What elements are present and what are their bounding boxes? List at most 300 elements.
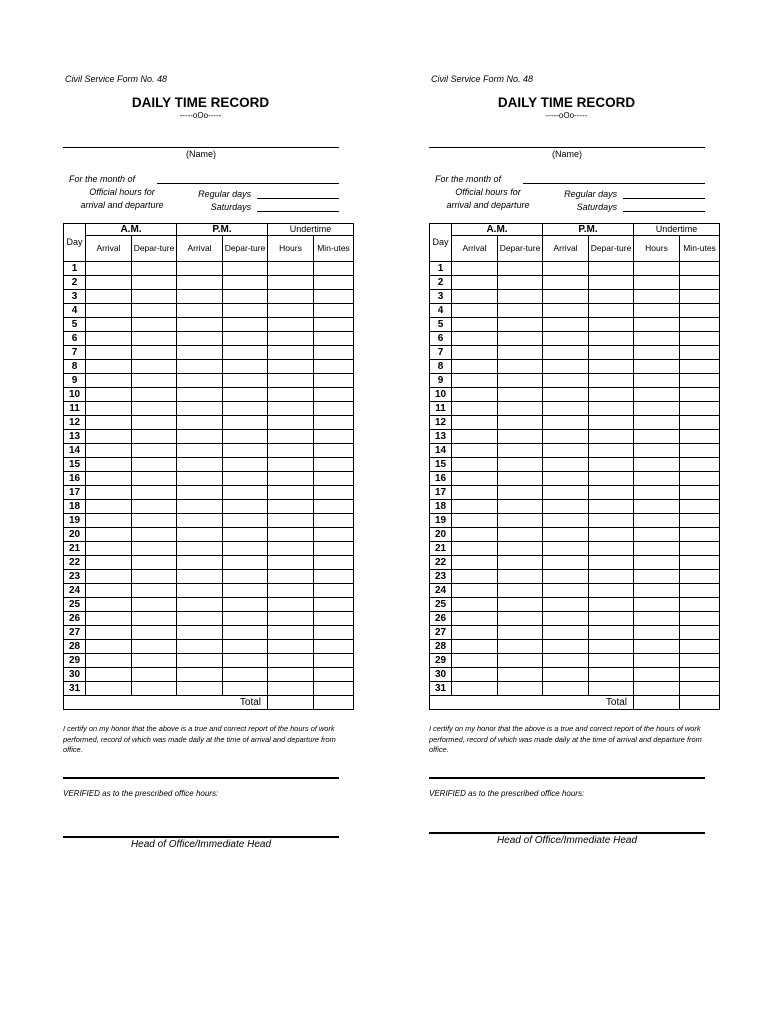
undertime-minutes-cell[interactable] [314,500,354,514]
am-departure-cell[interactable] [132,444,177,458]
pm-arrival-cell[interactable] [543,668,589,682]
am-arrival-cell[interactable] [86,332,132,346]
am-departure-cell[interactable] [498,262,543,276]
undertime-hours-cell[interactable] [268,374,314,388]
undertime-hours-cell[interactable] [268,654,314,668]
am-arrival-cell[interactable] [86,528,132,542]
am-arrival-cell[interactable] [86,374,132,388]
undertime-minutes-cell[interactable] [314,654,354,668]
pm-departure-cell[interactable] [589,514,634,528]
undertime-minutes-cell[interactable] [314,388,354,402]
am-departure-cell[interactable] [498,374,543,388]
pm-arrival-cell[interactable] [177,626,223,640]
undertime-minutes-cell[interactable] [680,570,720,584]
undertime-hours-cell[interactable] [634,318,680,332]
am-arrival-cell[interactable] [86,570,132,584]
am-departure-cell[interactable] [498,654,543,668]
undertime-minutes-cell[interactable] [680,388,720,402]
pm-departure-cell[interactable] [223,472,268,486]
undertime-hours-cell[interactable] [268,598,314,612]
am-departure-cell[interactable] [498,668,543,682]
pm-departure-cell[interactable] [589,360,634,374]
pm-arrival-cell[interactable] [177,640,223,654]
undertime-minutes-cell[interactable] [314,514,354,528]
am-departure-cell[interactable] [498,304,543,318]
undertime-minutes-cell[interactable] [680,682,720,696]
undertime-minutes-cell[interactable] [680,360,720,374]
pm-arrival-cell[interactable] [543,598,589,612]
pm-arrival-cell[interactable] [543,514,589,528]
undertime-minutes-cell[interactable] [314,528,354,542]
pm-departure-cell[interactable] [223,318,268,332]
undertime-minutes-cell[interactable] [680,598,720,612]
am-departure-cell[interactable] [132,570,177,584]
am-arrival-cell[interactable] [452,556,498,570]
undertime-minutes-cell[interactable] [314,598,354,612]
pm-departure-cell[interactable] [589,654,634,668]
pm-arrival-cell[interactable] [543,570,589,584]
undertime-minutes-cell[interactable] [314,430,354,444]
undertime-hours-cell[interactable] [634,402,680,416]
pm-departure-cell[interactable] [589,626,634,640]
month-field[interactable] [523,171,705,184]
pm-arrival-cell[interactable] [177,388,223,402]
am-departure-cell[interactable] [498,528,543,542]
undertime-hours-cell[interactable] [634,528,680,542]
am-departure-cell[interactable] [132,416,177,430]
undertime-minutes-cell[interactable] [680,612,720,626]
undertime-minutes-cell[interactable] [314,374,354,388]
am-arrival-cell[interactable] [452,528,498,542]
pm-arrival-cell[interactable] [177,444,223,458]
pm-arrival-cell[interactable] [543,556,589,570]
am-departure-cell[interactable] [498,542,543,556]
am-arrival-cell[interactable] [452,472,498,486]
pm-departure-cell[interactable] [589,276,634,290]
pm-departure-cell[interactable] [589,486,634,500]
pm-departure-cell[interactable] [223,640,268,654]
am-arrival-cell[interactable] [86,682,132,696]
pm-arrival-cell[interactable] [543,416,589,430]
am-departure-cell[interactable] [498,346,543,360]
pm-departure-cell[interactable] [223,444,268,458]
undertime-minutes-cell[interactable] [680,486,720,500]
undertime-hours-cell[interactable] [268,458,314,472]
pm-arrival-cell[interactable] [543,430,589,444]
am-departure-cell[interactable] [498,276,543,290]
am-arrival-cell[interactable] [86,584,132,598]
undertime-minutes-cell[interactable] [314,416,354,430]
undertime-hours-cell[interactable] [634,584,680,598]
pm-departure-cell[interactable] [223,626,268,640]
undertime-hours-cell[interactable] [634,360,680,374]
pm-departure-cell[interactable] [223,500,268,514]
pm-departure-cell[interactable] [589,570,634,584]
am-departure-cell[interactable] [132,430,177,444]
undertime-minutes-cell[interactable] [314,332,354,346]
pm-departure-cell[interactable] [223,290,268,304]
pm-departure-cell[interactable] [223,346,268,360]
am-arrival-cell[interactable] [452,570,498,584]
pm-departure-cell[interactable] [589,542,634,556]
undertime-hours-cell[interactable] [634,542,680,556]
pm-departure-cell[interactable] [223,668,268,682]
undertime-minutes-cell[interactable] [314,346,354,360]
am-arrival-cell[interactable] [452,430,498,444]
am-departure-cell[interactable] [498,444,543,458]
am-departure-cell[interactable] [132,374,177,388]
am-arrival-cell[interactable] [86,626,132,640]
undertime-hours-cell[interactable] [634,388,680,402]
undertime-hours-cell[interactable] [268,290,314,304]
pm-departure-cell[interactable] [589,332,634,346]
pm-arrival-cell[interactable] [177,584,223,598]
pm-arrival-cell[interactable] [543,626,589,640]
am-departure-cell[interactable] [498,556,543,570]
undertime-hours-cell[interactable] [634,472,680,486]
pm-arrival-cell[interactable] [543,542,589,556]
pm-departure-cell[interactable] [223,458,268,472]
pm-departure-cell[interactable] [589,346,634,360]
pm-departure-cell[interactable] [589,640,634,654]
pm-departure-cell[interactable] [589,416,634,430]
am-arrival-cell[interactable] [86,318,132,332]
am-departure-cell[interactable] [132,612,177,626]
am-departure-cell[interactable] [132,542,177,556]
undertime-minutes-cell[interactable] [314,458,354,472]
am-arrival-cell[interactable] [452,346,498,360]
am-arrival-cell[interactable] [452,486,498,500]
undertime-minutes-cell[interactable] [314,626,354,640]
undertime-hours-cell[interactable] [634,570,680,584]
undertime-minutes-cell[interactable] [314,318,354,332]
undertime-minutes-cell[interactable] [314,486,354,500]
pm-departure-cell[interactable] [589,584,634,598]
am-arrival-cell[interactable] [452,332,498,346]
pm-departure-cell[interactable] [589,500,634,514]
am-arrival-cell[interactable] [86,668,132,682]
undertime-hours-cell[interactable] [268,640,314,654]
am-departure-cell[interactable] [132,486,177,500]
month-field[interactable] [157,171,339,184]
am-arrival-cell[interactable] [86,640,132,654]
pm-arrival-cell[interactable] [177,472,223,486]
pm-arrival-cell[interactable] [177,276,223,290]
am-departure-cell[interactable] [498,360,543,374]
am-departure-cell[interactable] [132,626,177,640]
pm-arrival-cell[interactable] [177,598,223,612]
am-departure-cell[interactable] [498,402,543,416]
pm-departure-cell[interactable] [589,556,634,570]
am-arrival-cell[interactable] [452,598,498,612]
undertime-hours-cell[interactable] [634,276,680,290]
am-arrival-cell[interactable] [452,444,498,458]
undertime-hours-cell[interactable] [268,402,314,416]
pm-departure-cell[interactable] [223,430,268,444]
pm-arrival-cell[interactable] [177,374,223,388]
am-arrival-cell[interactable] [86,612,132,626]
pm-arrival-cell[interactable] [177,360,223,374]
undertime-hours-cell[interactable] [634,654,680,668]
am-departure-cell[interactable] [132,262,177,276]
pm-departure-cell[interactable] [223,276,268,290]
undertime-minutes-cell[interactable] [314,584,354,598]
am-arrival-cell[interactable] [452,584,498,598]
undertime-hours-cell[interactable] [634,682,680,696]
am-arrival-cell[interactable] [452,654,498,668]
am-departure-cell[interactable] [132,668,177,682]
am-departure-cell[interactable] [132,388,177,402]
undertime-minutes-cell[interactable] [314,472,354,486]
pm-arrival-cell[interactable] [543,290,589,304]
undertime-hours-cell[interactable] [268,388,314,402]
undertime-hours-cell[interactable] [634,668,680,682]
am-departure-cell[interactable] [498,332,543,346]
pm-departure-cell[interactable] [589,318,634,332]
pm-arrival-cell[interactable] [543,682,589,696]
pm-arrival-cell[interactable] [177,402,223,416]
pm-departure-cell[interactable] [223,416,268,430]
undertime-minutes-cell[interactable] [680,514,720,528]
am-arrival-cell[interactable] [452,458,498,472]
undertime-minutes-cell[interactable] [314,668,354,682]
pm-arrival-cell[interactable] [543,584,589,598]
pm-arrival-cell[interactable] [177,262,223,276]
am-arrival-cell[interactable] [86,486,132,500]
undertime-hours-cell[interactable] [634,626,680,640]
pm-departure-cell[interactable] [223,612,268,626]
undertime-minutes-cell[interactable] [314,682,354,696]
pm-departure-cell[interactable] [223,528,268,542]
undertime-minutes-cell[interactable] [314,556,354,570]
undertime-minutes-cell[interactable] [680,654,720,668]
undertime-minutes-cell[interactable] [314,612,354,626]
undertime-hours-cell[interactable] [268,542,314,556]
am-departure-cell[interactable] [132,654,177,668]
undertime-minutes-cell[interactable] [680,402,720,416]
pm-arrival-cell[interactable] [543,360,589,374]
undertime-hours-cell[interactable] [634,486,680,500]
regular-days-field[interactable] [623,187,705,199]
undertime-hours-cell[interactable] [268,472,314,486]
undertime-minutes-cell[interactable] [680,528,720,542]
undertime-minutes-cell[interactable] [680,640,720,654]
pm-departure-cell[interactable] [589,290,634,304]
pm-arrival-cell[interactable] [177,654,223,668]
am-departure-cell[interactable] [498,388,543,402]
pm-departure-cell[interactable] [223,654,268,668]
am-departure-cell[interactable] [132,332,177,346]
pm-departure-cell[interactable] [223,514,268,528]
undertime-hours-cell[interactable] [634,500,680,514]
pm-arrival-cell[interactable] [177,290,223,304]
am-arrival-cell[interactable] [452,514,498,528]
undertime-minutes-cell[interactable] [314,640,354,654]
undertime-minutes-cell[interactable] [680,332,720,346]
undertime-minutes-cell[interactable] [314,570,354,584]
pm-arrival-cell[interactable] [543,486,589,500]
undertime-hours-cell[interactable] [268,430,314,444]
pm-arrival-cell[interactable] [177,612,223,626]
pm-departure-cell[interactable] [589,402,634,416]
am-departure-cell[interactable] [132,276,177,290]
pm-departure-cell[interactable] [589,304,634,318]
undertime-minutes-cell[interactable] [680,430,720,444]
am-arrival-cell[interactable] [86,472,132,486]
undertime-hours-cell[interactable] [634,458,680,472]
undertime-hours-cell[interactable] [268,612,314,626]
am-departure-cell[interactable] [132,682,177,696]
pm-departure-cell[interactable] [589,444,634,458]
undertime-minutes-cell[interactable] [680,668,720,682]
am-departure-cell[interactable] [498,682,543,696]
pm-departure-cell[interactable] [223,374,268,388]
undertime-minutes-cell[interactable] [314,290,354,304]
undertime-minutes-cell[interactable] [314,444,354,458]
undertime-hours-cell[interactable] [268,682,314,696]
undertime-hours-cell[interactable] [634,598,680,612]
undertime-hours-cell[interactable] [268,332,314,346]
undertime-hours-cell[interactable] [634,556,680,570]
pm-arrival-cell[interactable] [177,528,223,542]
pm-arrival-cell[interactable] [177,346,223,360]
pm-arrival-cell[interactable] [543,374,589,388]
am-arrival-cell[interactable] [452,416,498,430]
am-departure-cell[interactable] [498,570,543,584]
undertime-hours-cell[interactable] [268,360,314,374]
pm-arrival-cell[interactable] [177,500,223,514]
undertime-minutes-cell[interactable] [314,402,354,416]
am-departure-cell[interactable] [498,626,543,640]
am-arrival-cell[interactable] [452,360,498,374]
pm-departure-cell[interactable] [223,262,268,276]
pm-departure-cell[interactable] [223,584,268,598]
undertime-hours-cell[interactable] [634,612,680,626]
am-arrival-cell[interactable] [86,416,132,430]
employee-signature-line[interactable] [63,777,339,779]
pm-arrival-cell[interactable] [177,304,223,318]
pm-arrival-cell[interactable] [543,528,589,542]
pm-departure-cell[interactable] [223,486,268,500]
am-departure-cell[interactable] [498,598,543,612]
undertime-hours-cell[interactable] [634,346,680,360]
am-departure-cell[interactable] [132,346,177,360]
am-arrival-cell[interactable] [452,318,498,332]
am-departure-cell[interactable] [498,584,543,598]
undertime-hours-cell[interactable] [634,430,680,444]
am-departure-cell[interactable] [132,528,177,542]
pm-departure-cell[interactable] [223,388,268,402]
undertime-hours-cell[interactable] [634,640,680,654]
am-departure-cell[interactable] [498,640,543,654]
undertime-hours-cell[interactable] [268,584,314,598]
undertime-hours-cell[interactable] [634,332,680,346]
pm-arrival-cell[interactable] [177,542,223,556]
pm-arrival-cell[interactable] [177,486,223,500]
undertime-minutes-cell[interactable] [680,542,720,556]
pm-arrival-cell[interactable] [177,514,223,528]
pm-arrival-cell[interactable] [177,682,223,696]
pm-arrival-cell[interactable] [543,458,589,472]
undertime-hours-cell[interactable] [268,528,314,542]
undertime-hours-cell[interactable] [634,304,680,318]
pm-departure-cell[interactable] [589,374,634,388]
pm-arrival-cell[interactable] [543,262,589,276]
pm-arrival-cell[interactable] [177,416,223,430]
am-arrival-cell[interactable] [86,654,132,668]
am-departure-cell[interactable] [498,430,543,444]
am-departure-cell[interactable] [132,360,177,374]
pm-arrival-cell[interactable] [543,276,589,290]
am-arrival-cell[interactable] [86,304,132,318]
pm-arrival-cell[interactable] [543,612,589,626]
undertime-hours-cell[interactable] [268,346,314,360]
am-arrival-cell[interactable] [452,500,498,514]
undertime-minutes-cell[interactable] [680,318,720,332]
undertime-minutes-cell[interactable] [314,276,354,290]
pm-arrival-cell[interactable] [543,402,589,416]
am-arrival-cell[interactable] [86,276,132,290]
pm-arrival-cell[interactable] [543,388,589,402]
undertime-hours-cell[interactable] [268,626,314,640]
am-arrival-cell[interactable] [452,262,498,276]
pm-departure-cell[interactable] [223,304,268,318]
am-arrival-cell[interactable] [452,388,498,402]
am-arrival-cell[interactable] [452,640,498,654]
am-arrival-cell[interactable] [452,668,498,682]
am-arrival-cell[interactable] [86,360,132,374]
pm-departure-cell[interactable] [589,472,634,486]
pm-arrival-cell[interactable] [177,668,223,682]
am-arrival-cell[interactable] [86,514,132,528]
am-departure-cell[interactable] [498,514,543,528]
undertime-hours-cell[interactable] [268,556,314,570]
am-departure-cell[interactable] [498,486,543,500]
pm-departure-cell[interactable] [589,430,634,444]
am-departure-cell[interactable] [132,318,177,332]
am-arrival-cell[interactable] [86,598,132,612]
undertime-minutes-cell[interactable] [680,290,720,304]
pm-arrival-cell[interactable] [543,346,589,360]
pm-arrival-cell[interactable] [177,556,223,570]
am-arrival-cell[interactable] [86,262,132,276]
am-arrival-cell[interactable] [452,402,498,416]
pm-departure-cell[interactable] [589,598,634,612]
am-arrival-cell[interactable] [452,276,498,290]
am-departure-cell[interactable] [132,598,177,612]
am-arrival-cell[interactable] [452,304,498,318]
undertime-minutes-cell[interactable] [680,374,720,388]
undertime-hours-cell[interactable] [268,262,314,276]
pm-arrival-cell[interactable] [543,332,589,346]
undertime-hours-cell[interactable] [634,374,680,388]
employee-signature-line[interactable] [429,777,705,779]
pm-arrival-cell[interactable] [177,332,223,346]
undertime-hours-cell[interactable] [268,668,314,682]
pm-arrival-cell[interactable] [543,472,589,486]
undertime-minutes-cell[interactable] [680,262,720,276]
undertime-minutes-cell[interactable] [680,500,720,514]
am-arrival-cell[interactable] [86,500,132,514]
am-arrival-cell[interactable] [452,290,498,304]
undertime-hours-cell[interactable] [268,486,314,500]
pm-arrival-cell[interactable] [543,500,589,514]
am-arrival-cell[interactable] [86,430,132,444]
pm-departure-cell[interactable] [589,612,634,626]
undertime-minutes-cell[interactable] [680,304,720,318]
undertime-minutes-cell[interactable] [680,346,720,360]
regular-days-field[interactable] [257,187,339,199]
